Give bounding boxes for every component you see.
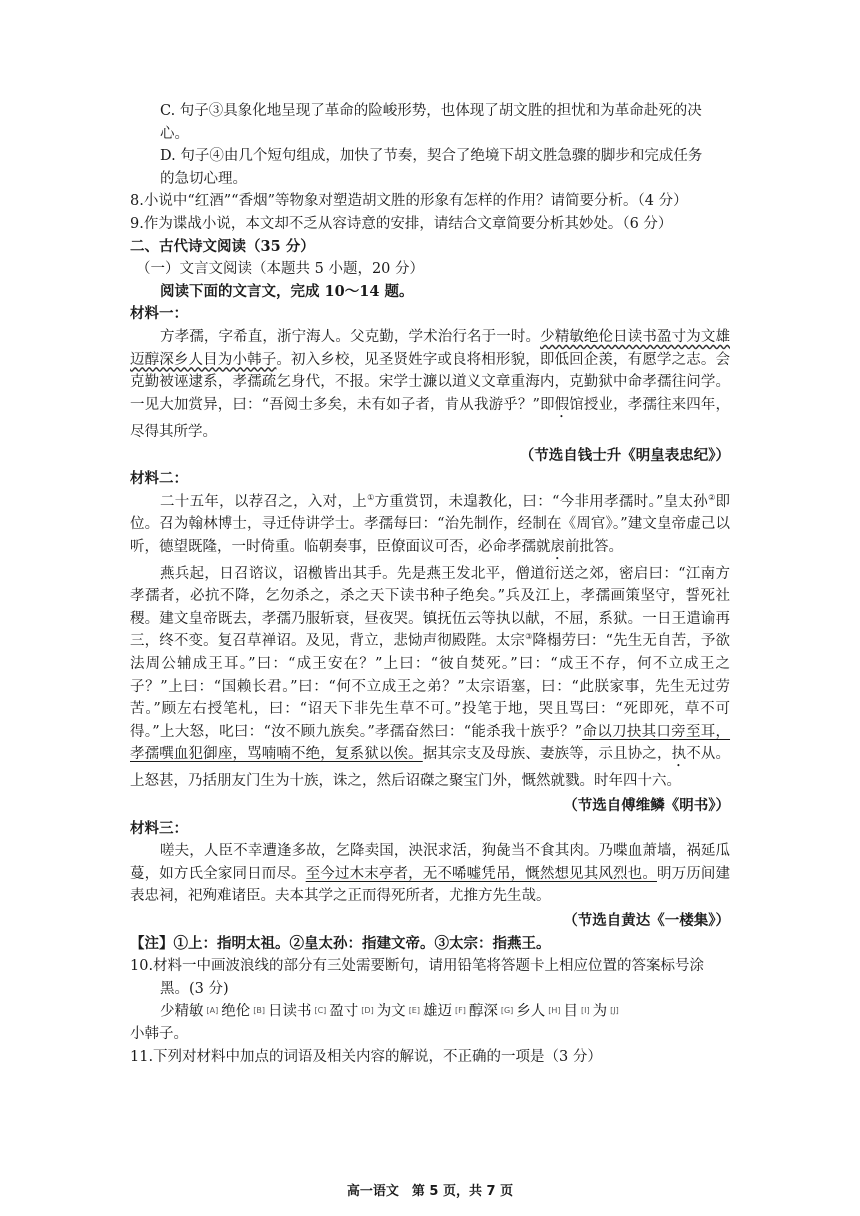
m1-dotted-word: 假 (554, 396, 570, 413)
option-c-cont: 心。 (160, 125, 189, 142)
segment: 乡人 (516, 1003, 546, 1020)
answer-mark-g[interactable]: [G] (500, 1006, 514, 1016)
m1-text-b: 。初入乡校，见圣贤姓字或良将相形貌，即低回企羡，有愿学之志。会克勤被诬逮系，孝孺疏乞身代，不报。宋学士濂以道义文章重海内，克勤狱中命孝孺往问学。一见大加赏异，曰：“吾阅士多矣，未有如子者，肯从我游乎？”即 (130, 351, 730, 413)
m2-p2-c: 据其宗支及母族、妻族等，示且协之， (422, 746, 672, 763)
question-9: 9.作为谍战小说，本文却不乏从容诗意的安排，请结合文章简要分析其妙处。（6 分） (130, 215, 673, 232)
m2-dotted-word-1: 扆 (550, 538, 565, 555)
footnote: 【注】①上：指明太祖。②皇太孙：指建文帝。③太宗：指燕王。 (130, 934, 551, 952)
m1-text-c: 馆授业，孝孺往来四年，尽得其所学。 (130, 396, 731, 440)
answer-mark-e[interactable]: [E] (408, 1006, 420, 1016)
segment: 少精敏 (160, 1003, 204, 1020)
question-8: 8.小说中“红酒”“香烟”等物象对塑造胡文胜的形象有怎样的作用？请简要分析。（4 分） (130, 193, 688, 210)
segment: 盈寸 (329, 1003, 359, 1020)
material-3-title: 材料三： (130, 819, 188, 837)
material-3-source: （节选自黄达《一楼集》） (563, 912, 730, 929)
answer-mark-b[interactable]: [B] (253, 1006, 265, 1016)
answer-mark-c[interactable]: [C] (314, 1006, 327, 1016)
note-ref-1: ① (367, 492, 375, 502)
material-1-text (130, 326, 730, 443)
note-ref-3: ③ (525, 632, 533, 642)
page-footer: 高一语文 第 5 页，共 7 页 (346, 1184, 514, 1199)
answer-mark-d[interactable]: [D] (361, 1006, 374, 1016)
material-1-title: 材料一： (130, 305, 188, 323)
note-ref-2: ② (708, 492, 716, 502)
segment: 为文 (376, 1003, 406, 1020)
segment: 雄迈 (422, 1003, 452, 1020)
option-d-cont: 的急切心理。 (160, 170, 247, 187)
m1-wavy-text: 少精敏绝伦日读书盈寸为文雄迈醇深乡人目为小韩子 (130, 328, 730, 368)
m1-text-a: 方孝孺，字希直，浙宁海人。父克勤，学术治行名于一时。 (160, 328, 541, 345)
segment: 为 (592, 1003, 608, 1020)
m3-text-a: 嗟夫，人臣不幸遭逢多故，乞降卖国，泱泯求活，狗彘当不食其肉。乃喋血萧墙，祸延瓜蔓，如方氏全家同日而尽。 (130, 843, 730, 882)
material-2-para-2 (130, 563, 730, 793)
option-c: C. 句子③具象化地呈现了革命的险峻形势，也体现了胡文胜的担忧和为革命赴死的决 (160, 103, 702, 119)
subsection-heading: （一）文言文阅读（本题共 5 小题，20 分） (136, 261, 425, 278)
m2-p2-b: 降榻劳曰：“先生无自苦，予欲法周公辅成王耳。”曰：“成王安在？”上曰：“彼自焚死。”曰：“成王不存，何不立成王之子？”上曰：“国赖长君。”曰：“何不立成王之弟？”太宗语塞，曰：“此朕家事，先生无过劳苦。”顾左右授笔札，曰：“诏天下非先生草不可。”投笔于地，哭且骂曰：“死即死，草不可得。”上大怒，叱曰：“汝不顾九族矣。”孝孺奋然曰：“能杀我十族乎？” (130, 633, 731, 740)
m2-p1-d: 前批答。 (565, 538, 623, 555)
segment: 醇深 (468, 1003, 498, 1020)
section-heading: 二、古代诗文阅读（35 分） (130, 237, 315, 255)
material-2-source: （节选自傅维鳞《明书》） (563, 797, 730, 815)
segment: 目 (563, 1003, 579, 1020)
m2-p1-b: 方重赏罚，未遑教化，曰：“今非用孝孺时。”皇太孙 (374, 493, 709, 510)
answer-mark-a[interactable]: [A] (206, 1006, 219, 1016)
option-d: D. 句子④由几个短句组成，加快了节奏，契合了绝境下胡文胜急骤的脚步和完成任务 (160, 148, 703, 165)
m3-underlined-text: 至今过木末亭者，无不唏嘘凭吊，慨然想见其风烈也。 (305, 865, 657, 882)
material-2-para-1 (130, 491, 730, 563)
page-content (130, 100, 730, 1068)
m3-text-b: 明万历间建表忠祠，祀殉难诸臣。夫本其学之正而得死所者，尤推方先生哉。 (130, 865, 731, 905)
segment: 绝伦 (221, 1003, 251, 1020)
question-10-cont: 黑。(3 分) (160, 980, 229, 997)
segment: 日读书 (267, 1003, 312, 1020)
instruction: 阅读下面的文言文，完成 10～14 题。 (160, 282, 414, 300)
question-11: 11.下列对材料中加点的词语及相关内容的解说，不正确的一项是（3 分） (130, 1048, 602, 1065)
m2-p2-d: 不从。上怒甚，乃括朋友门生为十族，诛之，然后诏磔之聚宝门外，慨然就戮。时年四十六。 (130, 746, 731, 790)
material-1-source: （节选自钱士升《明皇表忠纪》） (519, 447, 730, 465)
answer-mark-h[interactable]: [H] (548, 1006, 561, 1016)
answer-mark-f[interactable]: [F] (454, 1006, 466, 1016)
answer-mark-i[interactable]: [I] (581, 1006, 590, 1016)
m2-p1-c: 即位。召为翰林博士，寻迁侍讲学士。孝孺每曰：“治先制作，经制在《周官》。”建文皇帝虚己以听，德望既隆，一时倚重。临朝奏事，臣僚面议可否，必命孝孺就 (130, 493, 731, 555)
material-3-text (130, 840, 730, 908)
answer-mark-j[interactable]: [J] (610, 1006, 619, 1016)
material-2-title: 材料二： (130, 469, 188, 487)
m2-p1-a: 二十五年，以荐召之，入对，上 (160, 493, 368, 510)
m2-p2-a: 燕兵起，日召谘议，诏檄皆出其手。先是燕王发北平，僧道衍送之郊，密启曰：“江南方孝孺者，必抗不降，乞勿杀之，杀之天下读书种子绝矣。”兵及江上，孝孺画策坚守，誓死社稷。建文皇帝既去，孝孺乃服斩衰，昼夜哭。镇抚伍云等执以献，不屈，系狱。一日王遣谕再三，终不变。复召草禅诏。及见，背立，悲恸声彻殿陛。太宗 (130, 565, 730, 650)
question-10-end: 小韩子。 (130, 1026, 188, 1043)
question-10-segments (130, 1000, 730, 1023)
m2-underlined-text: 命以刀抉其口旁至耳，孝孺噀血犯御座，骂喃喃不绝，复系狱以俟。 (130, 723, 731, 763)
question-10: 10.材料一中画波浪线的部分有三处需要断句，请用铅笔将答题卡上相应位置的答案标号涂 (130, 958, 705, 975)
m2-dotted-word-2: 执 (671, 746, 687, 763)
